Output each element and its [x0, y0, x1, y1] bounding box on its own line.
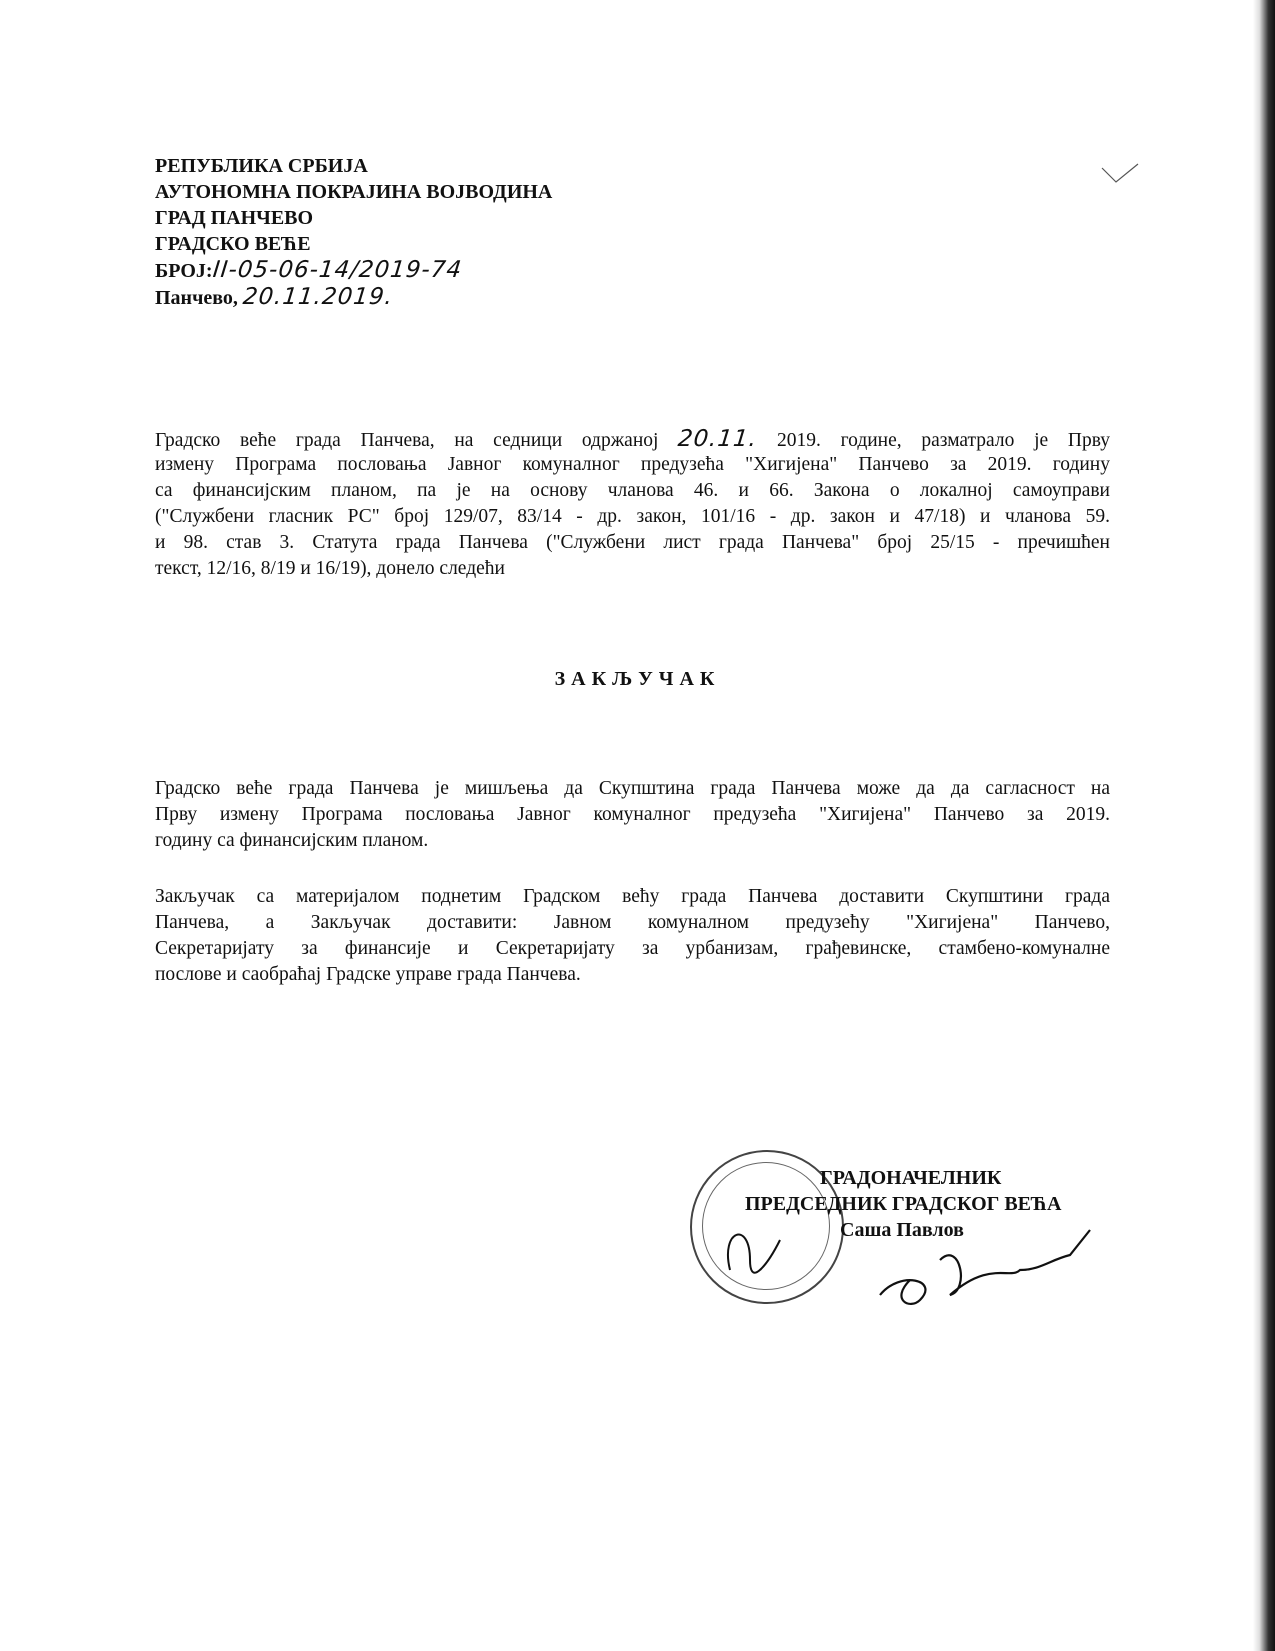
- intro-line: са финансијским планом, па је на основу чланова 46. и 66. Закона о локалној самоуправи: [155, 480, 1110, 501]
- paragraph-line: Прву измену Програма пословања Јавног комуналног предузећа "Хигијена" Панчево за 2019.: [155, 804, 1110, 825]
- conclusion-paragraph: [155, 776, 1110, 854]
- letterhead-line: ГРАД ПАНЧЕВО: [155, 207, 314, 229]
- paragraph-line: Секретаријату за финансије и Секретаријату за урбанизам, грађевинске, стамбено-комуналне: [155, 938, 1110, 959]
- scan-edge: [1253, 0, 1275, 1651]
- letterhead: [155, 153, 552, 311]
- handwritten-signature: [710, 1200, 1110, 1310]
- signatory-title: ГРАДОНАЧЕЛНИК: [820, 1167, 1002, 1189]
- handwritten-date: 20.11.2019.: [241, 284, 395, 310]
- paragraph-line: Панчева, а Закључак доставити: Јавном комуналном предузећу "Хигијена" Панчево,: [155, 912, 1110, 933]
- intro-line: ("Службени гласник РС" број 129/07, 83/14 - др. закон, 101/16 - др. закон и 47/18) и чланова 59.: [155, 506, 1110, 527]
- intro-line: измену Програма пословања Јавног комуналног предузећа "Хигијена" Панчево за 2019. годину: [155, 454, 1110, 475]
- delivery-paragraph: [155, 884, 1110, 988]
- signatory-name: Саша Павлов: [840, 1219, 964, 1241]
- paragraph-line: Градско веће града Панчева је мишљења да Скупштина града Панчева може да да сагласност на: [155, 778, 1110, 799]
- intro-paragraph: [155, 426, 1110, 582]
- paragraph-line: годину са финансијским планом.: [155, 830, 429, 851]
- letterhead-line: ГРАДСКО ВЕЋЕ: [155, 233, 311, 255]
- handwritten-number: II-05-06-14/2019-74: [211, 257, 464, 283]
- intro-line: и 98. став 3. Статута града Панчева ("Службени лист града Панчева" број 25/15 - пречишћен: [155, 532, 1110, 553]
- handwritten-session-date: 20.11.: [676, 426, 759, 452]
- paragraph-line: Закључак са материјалом поднетим Градском већу града Панчева доставити Скупштини града: [155, 886, 1110, 907]
- letterhead-line: РЕПУБЛИКА СРБИЈА: [155, 155, 368, 177]
- place-date: Панчево, 20.11.2019.: [155, 284, 395, 310]
- check-mark: [1100, 160, 1140, 190]
- paragraph-line: послове и саобраћај Градске управе града Панчева.: [155, 964, 581, 985]
- document-title: ЗАКЉУЧАК: [554, 668, 721, 690]
- intro-line: текст, 12/16, 8/19 и 16/19), донело следећи: [155, 558, 505, 579]
- signatory-title: ПРЕДСЕДНИК ГРАДСКОГ ВЕЋА: [745, 1193, 1062, 1215]
- letterhead-line: АУТОНОМНА ПОКРАЈИНА ВОЈВОДИНА: [155, 181, 553, 203]
- document-number: БРОЈ:II-05-06-14/2019-74: [155, 257, 464, 283]
- intro-line: Градско веће града Панчева, на седници одржаној 20.11. 2019. године, разматрало је Прву: [155, 426, 1110, 452]
